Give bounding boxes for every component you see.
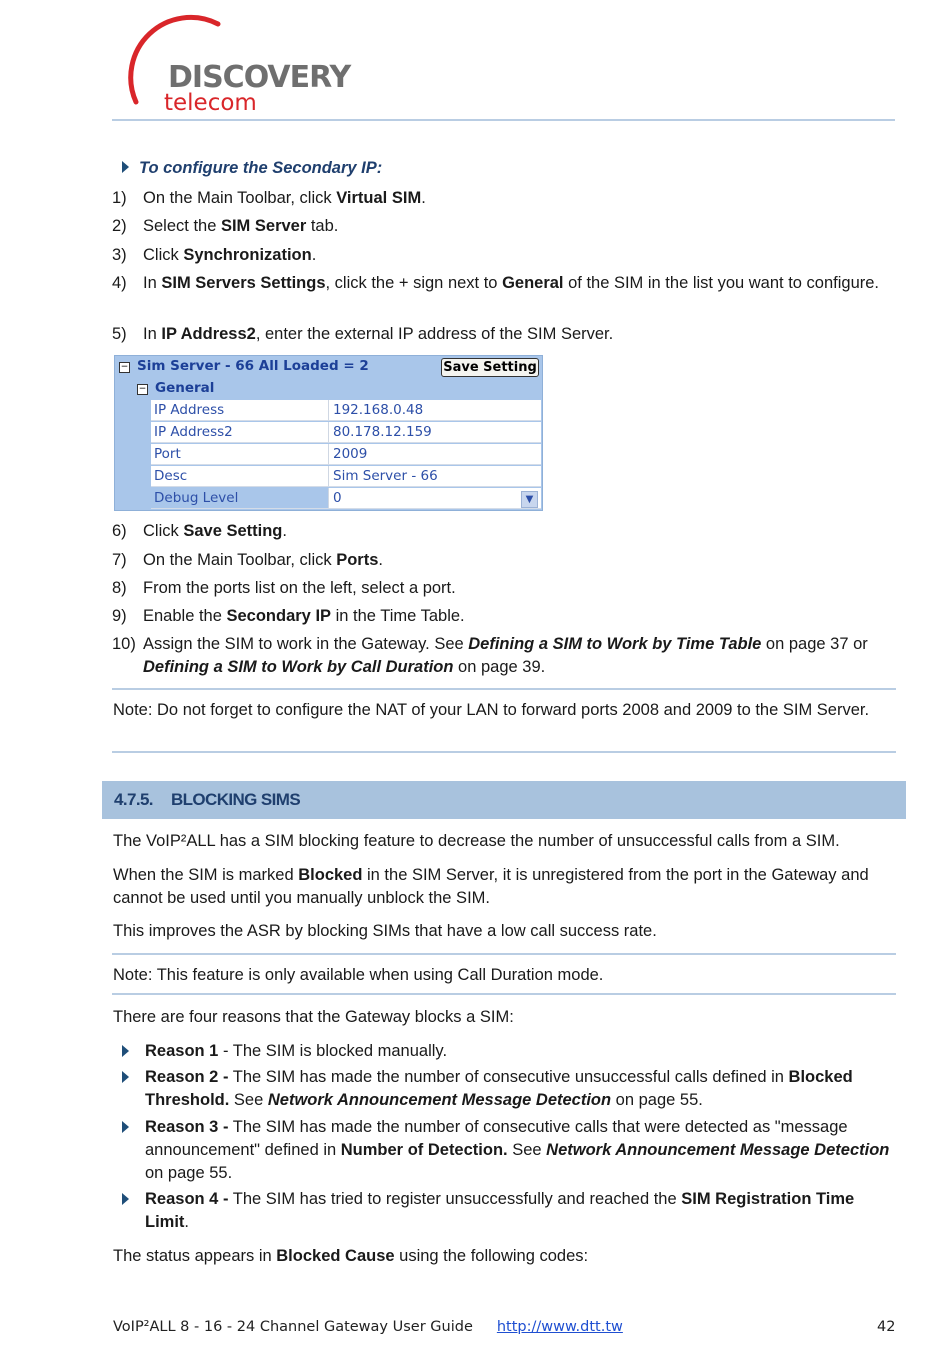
step-number: 10) — [112, 635, 136, 653]
step-3: 3) Click Synchronization. — [112, 244, 892, 267]
step-number: 7) — [112, 551, 127, 569]
save-setting-button[interactable]: Save Setting — [441, 358, 539, 377]
property-value[interactable]: 80.178.12.159 — [329, 422, 541, 443]
paragraph-four-reasons: There are four reasons that the Gateway blocks a SIM: — [113, 1008, 514, 1026]
ui-term: SIM Servers Settings — [161, 274, 326, 292]
property-row-desc[interactable] — [151, 466, 541, 487]
step-number: 4) — [112, 274, 127, 292]
step-number: 6) — [112, 522, 127, 540]
step-number: 8) — [112, 579, 127, 597]
step-7: 7) On the Main Toolbar, click Ports. — [112, 549, 892, 572]
page-number: 42 — [877, 1319, 896, 1335]
ui-term: Synchronization — [183, 246, 312, 264]
logo-word-telecom: telecom — [164, 90, 257, 116]
step-number: 3) — [112, 246, 127, 264]
header-divider — [112, 119, 895, 121]
property-name: IP Address — [151, 400, 329, 421]
step-6: 6) Click Save Setting. — [112, 520, 892, 543]
sim-server-row — [115, 356, 542, 378]
collapse-minus-icon[interactable]: − — [120, 362, 129, 372]
note-top-divider — [112, 953, 896, 955]
property-value[interactable]: Sim Server - 66 — [329, 466, 541, 487]
section-number: 4.7.5. — [114, 790, 153, 809]
step-2: 2) Select the SIM Server tab. — [112, 215, 892, 238]
step-number: 1) — [112, 189, 127, 207]
property-value: 0 — [333, 490, 342, 506]
property-name: IP Address2 — [151, 422, 329, 443]
step-1: 1) On the Main Toolbar, click Virtual SIM. — [112, 187, 892, 210]
chevron-down-icon[interactable]: ▼ — [521, 491, 538, 508]
note-top-divider — [112, 688, 896, 690]
triangle-bullet-icon — [122, 161, 129, 173]
section-heading — [114, 790, 300, 810]
discovery-telecom-logo — [112, 10, 372, 120]
sim-server-title: Sim Server - 66 All Loaded = 2 — [137, 358, 369, 374]
list-item-reason-4: Reason 4 - The SIM has tried to register unsuccessfully and reached the SIM Registration Time Limit. — [122, 1188, 892, 1234]
ui-term: Blocked Cause — [276, 1247, 395, 1265]
triangle-bullet-icon — [122, 1071, 129, 1083]
cross-reference-link[interactable]: Network Announcement Message Detection — [267, 1091, 612, 1109]
paragraph-blocked: When the SIM is marked Blocked in the SIM Server, it is unregistered from the port in the Gateway and cannot be used until you manually unblock the SIM. — [113, 866, 869, 907]
property-name: Desc — [151, 466, 329, 487]
cross-reference-link[interactable]: Network Announcement Message Detection — [546, 1141, 890, 1159]
debug-level-dropdown[interactable] — [329, 488, 541, 509]
general-group-title: General — [155, 380, 215, 396]
paragraph-intro: The VoIP²ALL has a SIM blocking feature to decrease the number of unsuccessful calls from a SIM. — [113, 832, 840, 850]
page-footer — [113, 1319, 623, 1335]
step-number: 2) — [112, 217, 127, 235]
property-row-ip-address2[interactable] — [151, 422, 541, 443]
triangle-bullet-icon — [122, 1121, 129, 1133]
ui-term: Save Setting — [183, 522, 283, 540]
step-5: 5) In IP Address2, enter the external IP address of the SIM Server. — [112, 323, 892, 346]
logo-word-discovery: DISCOVERY — [168, 60, 351, 95]
sim-server-settings-panel — [114, 355, 543, 511]
property-name: Port — [151, 444, 329, 465]
cross-reference-link[interactable]: Defining a SIM to Work by Call Duration — [143, 658, 454, 676]
step-number: 5) — [112, 325, 127, 343]
cross-reference-link[interactable]: Defining a SIM to Work by Time Table — [468, 635, 762, 653]
step-8: 8) From the ports list on the left, select a port. — [112, 577, 892, 600]
property-row-port[interactable] — [151, 444, 541, 465]
list-item-reason-3: Reason 3 - The SIM has made the number of consecutive calls that were detected as "message announcement" defined in Number of Detection. See Network Announcement Message Detection on page 55. — [122, 1116, 892, 1185]
step-10: 10) Assign the SIM to work in the Gateway. See Defining a SIM to Work by Time Table on page 37 or Defining a SIM to Work by Call Duration on page 39. — [112, 635, 868, 676]
ui-term: SIM Server — [220, 217, 307, 235]
note-bottom-divider — [112, 751, 896, 753]
ui-term: Blocked — [298, 866, 363, 884]
note-call-duration: Note: This feature is only available when using Call Duration mode. — [113, 966, 604, 984]
ui-term: Secondary IP — [226, 607, 332, 625]
step-4: 4) In SIM Servers Settings, click the + sign next to General of the SIM in the list you want to configure. — [112, 272, 892, 295]
list-item-reason-1: Reason 1 - The SIM is blocked manually. — [122, 1040, 892, 1063]
property-name: Debug Level — [151, 488, 329, 509]
ui-term: General — [502, 274, 564, 292]
collapse-minus-icon[interactable]: − — [138, 384, 147, 394]
note-nat-ports: Note: Do not forget to configure the NAT of your LAN to forward ports 2008 and 2009 to the SIM Server. — [113, 701, 870, 719]
ui-term: Ports — [336, 551, 379, 569]
list-item-reason-2: Reason 2 - The SIM has made the number of consecutive unsuccessful calls defined in Blocked Threshold. See Network Announcement Message Detection on page 55. — [122, 1066, 892, 1112]
section-title: BLOCKING SIMS — [170, 790, 301, 809]
step-number: 9) — [112, 607, 127, 625]
property-value[interactable]: 192.168.0.48 — [329, 400, 541, 421]
procedure-heading-text: To configure the Secondary IP: — [139, 159, 383, 177]
paragraph-asr: This improves the ASR by blocking SIMs that have a low call success rate. — [113, 922, 657, 940]
ui-term: Virtual SIM — [336, 189, 422, 207]
triangle-bullet-icon — [122, 1193, 129, 1205]
step-9: 9) Enable the Secondary IP in the Time Table. — [112, 605, 892, 628]
footer-website-link[interactable]: http://www.dtt.tw — [496, 1319, 623, 1335]
general-group-row — [115, 378, 542, 400]
ui-term: IP Address2 — [161, 325, 256, 343]
note-bottom-divider — [112, 993, 896, 995]
paragraph-blocked-cause: The status appears in Blocked Cause using the following codes: — [113, 1247, 589, 1265]
property-value[interactable]: 2009 — [329, 444, 541, 465]
property-row-ip-address[interactable] — [151, 400, 541, 421]
triangle-bullet-icon — [122, 1045, 129, 1057]
procedure-heading — [122, 159, 382, 178]
footer-guide-title: VoIP²ALL 8 - 16 - 24 Channel Gateway User Guide — [113, 1319, 473, 1335]
property-row-debug-level[interactable] — [151, 488, 541, 509]
